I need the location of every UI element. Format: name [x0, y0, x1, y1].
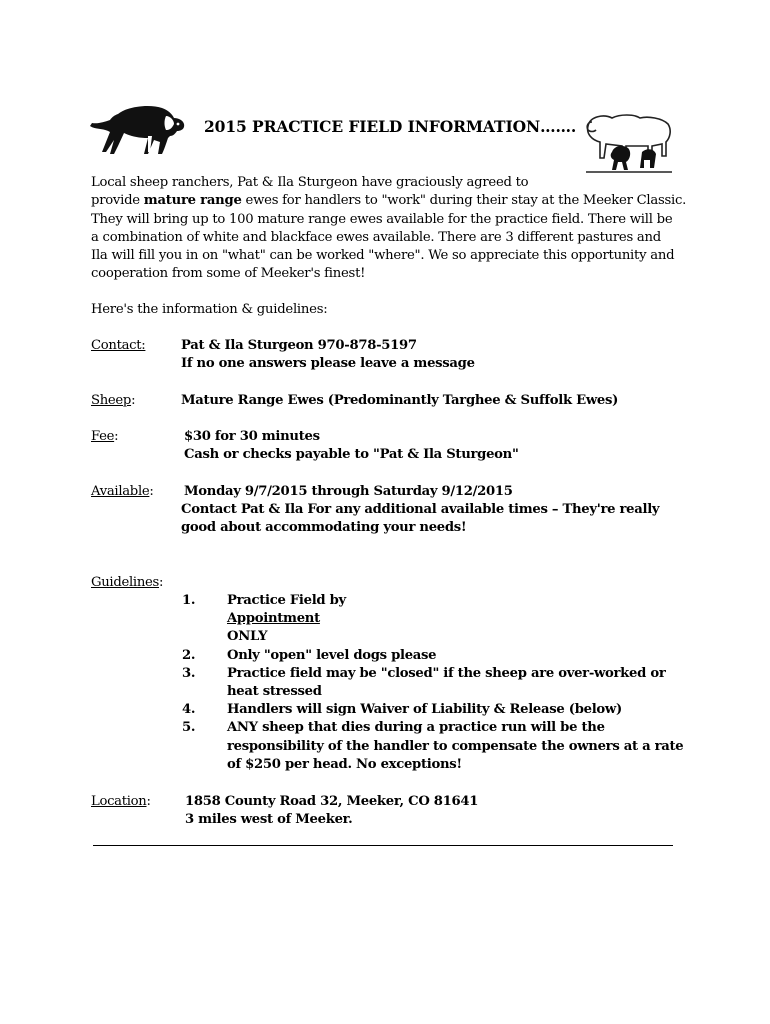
- intro-line: Local sheep ranchers, Pat & Ila Sturgeon have graciously agreed to: [91, 175, 529, 190]
- intro-line: cooperation from some of Meeker's finest!: [91, 266, 366, 282]
- guidelines-label: Guidelines:: [91, 575, 164, 590]
- intro-text: provide: [91, 193, 144, 209]
- available-label: Available:: [91, 484, 154, 499]
- guidelines-list: [182, 592, 683, 774]
- available-value-note: Contact Pat & Ila For any additional available times – They're really good about accommodating your needs!: [181, 502, 660, 536]
- intro-text: ewes for handlers to "work" during their stay at the Meeker Classic.: [241, 193, 687, 209]
- intro-line: a combination of white and blackface ewes available. There are 3 different pastures and: [91, 229, 661, 245]
- intro-paragraph: [91, 174, 691, 284]
- horizontal-divider: [93, 845, 673, 846]
- sheep-value: Mature Range Ewes (Predominantly Targhee & Suffolk Ewes): [181, 393, 619, 408]
- intro-line: [91, 192, 691, 210]
- list-item: 5. ANY sheep that dies during a practice run will be the responsibility of the handler to compensate the owners at a rate of $250 per head. No exceptions!: [182, 720, 684, 772]
- list-item: 3. Practice field may be "closed" if the sheep are over-worked or heat stressed: [182, 665, 666, 700]
- location-value: 1858 County Road 32, Meeker, CO 81641 3 miles west of Meeker.: [185, 794, 479, 828]
- intro-line: They will bring up to 100 mature range ewes available for the practice field. There will be: [91, 211, 673, 227]
- list-item: 1. Practice Field by Appointment ONLY: [182, 593, 346, 645]
- fee-value: $30 for 30 minutes Cash or checks payable to "Pat & Ila Sturgeon": [184, 429, 519, 463]
- available-value-main: Monday 9/7/2015 through Saturday 9/12/2015: [184, 484, 513, 499]
- fee-label: Fee:: [91, 429, 119, 444]
- list-item: 4. Handlers will sign Waiver of Liability & Release (below): [182, 702, 622, 718]
- page-title: 2015 PRACTICE FIELD INFORMATION…….: [204, 117, 577, 136]
- contact-value: Pat & Ila Sturgeon 970-878-5197 If no one answers please leave a message: [181, 338, 475, 372]
- intro-bold-text: mature range: [143, 193, 242, 209]
- sheep-illustration: [582, 112, 674, 176]
- contact-label: Contact:: [91, 338, 146, 353]
- sheep-label: Sheep:: [91, 393, 136, 408]
- guidelines-lead: Here's the information & guidelines:: [91, 302, 328, 317]
- intro-line: Ila will fill you in on "what" can be worked "where". We so appreciate this opportunity and: [91, 248, 675, 264]
- list-item: 2. Only "open" level dogs please: [182, 647, 437, 663]
- herding-dog-illustration: [88, 96, 188, 156]
- location-label: Location:: [91, 794, 151, 809]
